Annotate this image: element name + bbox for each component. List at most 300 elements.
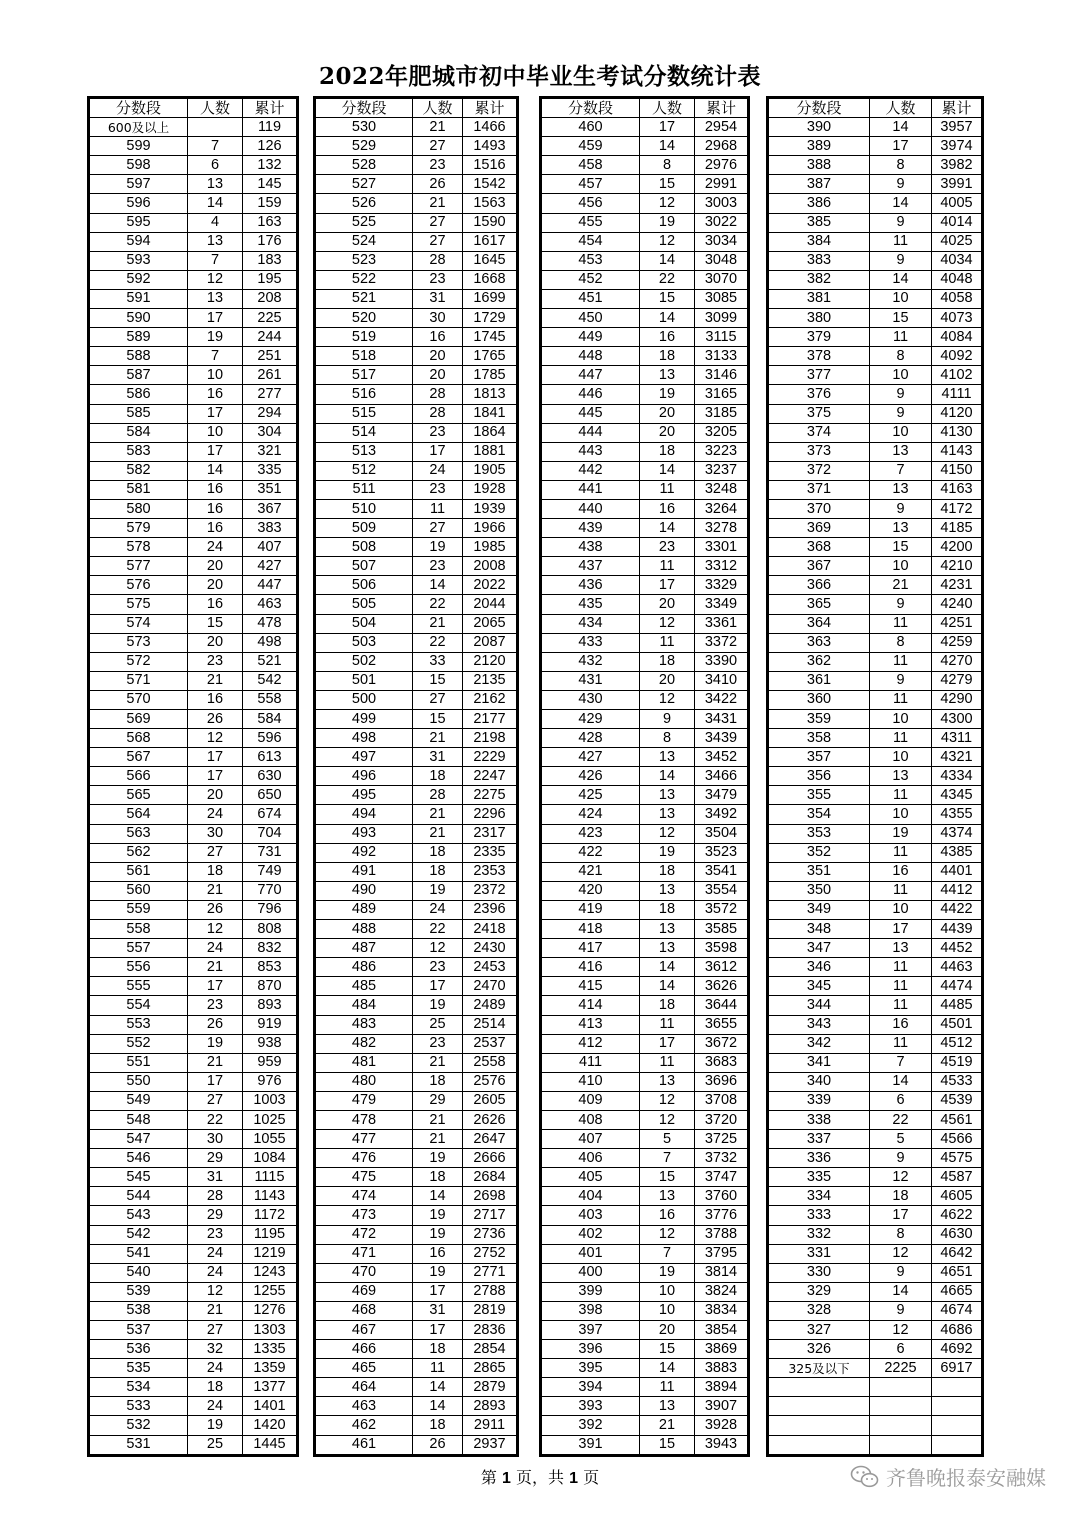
count-cell: 18 — [640, 996, 695, 1015]
score-range-cell: 412 — [541, 1034, 640, 1053]
table-row — [315, 366, 518, 385]
cumulative-cell: 1143 — [243, 1187, 298, 1206]
score-range-cell: 493 — [315, 824, 413, 843]
score-range-cell: 508 — [315, 538, 413, 557]
count-cell: 18 — [413, 1340, 463, 1359]
count-cell: 17 — [413, 1321, 463, 1340]
score-range-cell: 342 — [768, 1034, 870, 1053]
count-cell: 11 — [870, 996, 932, 1015]
table-row — [315, 977, 518, 996]
table-row — [89, 881, 298, 900]
count-cell: 11 — [870, 881, 932, 900]
cumulative-cell: 1699 — [463, 289, 518, 308]
score-range-cell: 430 — [541, 690, 640, 709]
cumulative-cell: 3301 — [695, 538, 749, 557]
cumulative-cell: 176 — [243, 232, 298, 251]
score-range-cell: 351 — [768, 862, 870, 881]
score-range-cell: 563 — [89, 824, 188, 843]
cumulative-cell: 4642 — [932, 1244, 983, 1263]
table-row — [541, 710, 749, 729]
count-cell: 21 — [413, 729, 463, 748]
score-range-cell: 482 — [315, 1034, 413, 1053]
cumulative-cell: 3708 — [695, 1091, 749, 1110]
count-cell: 17 — [640, 1034, 695, 1053]
cumulative-cell: 2514 — [463, 1015, 518, 1034]
cumulative-cell: 2717 — [463, 1206, 518, 1225]
table-row — [315, 805, 518, 824]
count-cell: 18 — [413, 1416, 463, 1435]
cumulative-cell: 4374 — [932, 824, 983, 843]
score-range-cell: 443 — [541, 442, 640, 461]
table-row — [89, 1091, 298, 1110]
score-range-cell: 494 — [315, 805, 413, 824]
count-cell: 10 — [870, 710, 932, 729]
cumulative-cell: 2296 — [463, 805, 518, 824]
score-range-cell: 346 — [768, 958, 870, 977]
table-row — [315, 289, 518, 308]
table-row — [89, 175, 298, 194]
cumulative-cell: 3439 — [695, 729, 749, 748]
table-row — [768, 289, 983, 308]
table-row — [541, 920, 749, 939]
cumulative-cell: 1745 — [463, 328, 518, 347]
cumulative-cell: 4300 — [932, 710, 983, 729]
count-cell: 23 — [413, 1034, 463, 1053]
score-range-cell: 581 — [89, 480, 188, 499]
cumulative-cell: 2911 — [463, 1416, 518, 1435]
cumulative-cell: 3982 — [932, 156, 983, 175]
count-cell: 23 — [413, 958, 463, 977]
cumulative-cell: 3390 — [695, 652, 749, 671]
score-range-cell: 431 — [541, 671, 640, 690]
table-row — [315, 1053, 518, 1072]
cumulative-cell: 542 — [243, 671, 298, 690]
score-range-cell: 442 — [541, 461, 640, 480]
cumulative-cell: 3034 — [695, 232, 749, 251]
cumulative-cell: 195 — [243, 270, 298, 289]
score-range-cell: 475 — [315, 1168, 413, 1187]
count-cell: 20 — [188, 786, 243, 805]
count-cell: 27 — [413, 213, 463, 232]
table-row — [541, 538, 749, 557]
cumulative-cell: 2430 — [463, 939, 518, 958]
count-cell: 16 — [188, 385, 243, 404]
cumulative-cell: 1255 — [243, 1282, 298, 1301]
table-row — [89, 328, 298, 347]
count-cell: 24 — [188, 538, 243, 557]
cumulative-cell: 3907 — [695, 1397, 749, 1416]
table-row — [89, 900, 298, 919]
cumulative-cell: 3248 — [695, 480, 749, 499]
table-row — [541, 633, 749, 652]
table-row — [315, 1378, 518, 1397]
cumulative-cell: 225 — [243, 309, 298, 328]
table-row — [541, 900, 749, 919]
score-range-cell: 389 — [768, 137, 870, 156]
score-range-cell: 438 — [541, 538, 640, 557]
score-range-cell: 515 — [315, 404, 413, 423]
table-header-row — [315, 98, 518, 118]
count-cell: 24 — [188, 1397, 243, 1416]
cumulative-cell: 2879 — [463, 1378, 518, 1397]
cumulative-cell: 3974 — [932, 137, 983, 156]
cumulative-cell: 3349 — [695, 595, 749, 614]
table-row — [768, 1435, 983, 1455]
cumulative-cell: 1359 — [243, 1359, 298, 1378]
score-range-cell: 568 — [89, 729, 188, 748]
score-range-cell: 489 — [315, 900, 413, 919]
count-cell: 20 — [640, 671, 695, 690]
cumulative-cell: 1939 — [463, 499, 518, 518]
count-cell: 10 — [870, 366, 932, 385]
table-row — [315, 748, 518, 767]
cumulative-cell: 3655 — [695, 1015, 749, 1034]
cumulative-cell: 4533 — [932, 1072, 983, 1091]
score-range-cell: 401 — [541, 1244, 640, 1263]
score-range-cell: 570 — [89, 690, 188, 709]
count-cell: 32 — [188, 1340, 243, 1359]
score-range-cell: 586 — [89, 385, 188, 404]
cumulative-cell: 2418 — [463, 920, 518, 939]
count-cell: 14 — [413, 1378, 463, 1397]
score-range-cell: 505 — [315, 595, 413, 614]
cumulative-cell: 4355 — [932, 805, 983, 824]
cumulative-cell: 3146 — [695, 366, 749, 385]
count-cell: 23 — [413, 557, 463, 576]
score-range-cell: 473 — [315, 1206, 413, 1225]
table-row — [541, 480, 749, 499]
count-cell: 9 — [870, 1149, 932, 1168]
score-range-cell: 354 — [768, 805, 870, 824]
count-cell: 11 — [640, 633, 695, 652]
cumulative-cell: 4111 — [932, 385, 983, 404]
count-cell: 11 — [640, 1378, 695, 1397]
score-range-cell: 353 — [768, 824, 870, 843]
cumulative-cell: 3237 — [695, 461, 749, 480]
cumulative-cell: 335 — [243, 461, 298, 480]
cumulative-cell: 4102 — [932, 366, 983, 385]
table-row — [315, 480, 518, 499]
count-cell — [870, 1397, 932, 1416]
cumulative-cell: 163 — [243, 213, 298, 232]
cumulative-cell: 4630 — [932, 1225, 983, 1244]
score-range-cell: 453 — [541, 251, 640, 270]
count-cell: 23 — [413, 270, 463, 289]
cumulative-cell: 3479 — [695, 786, 749, 805]
score-range-cell: 333 — [768, 1206, 870, 1225]
table-row — [315, 920, 518, 939]
table-row — [768, 1225, 983, 1244]
score-range-cell: 514 — [315, 423, 413, 442]
table-row — [315, 690, 518, 709]
score-range-cell: 407 — [541, 1130, 640, 1149]
table-row — [541, 404, 749, 423]
score-range-cell: 380 — [768, 309, 870, 328]
count-cell: 21 — [188, 1053, 243, 1072]
cumulative-cell: 1115 — [243, 1168, 298, 1187]
cumulative-cell: 4439 — [932, 920, 983, 939]
cumulative-cell: 4185 — [932, 519, 983, 538]
count-cell: 14 — [640, 1359, 695, 1378]
score-range-cell: 356 — [768, 767, 870, 786]
cumulative-cell: 3431 — [695, 710, 749, 729]
score-range-cell: 436 — [541, 576, 640, 595]
table-row — [541, 824, 749, 843]
score-range-cell: 387 — [768, 175, 870, 194]
count-cell: 17 — [870, 1206, 932, 1225]
score-range-cell: 394 — [541, 1378, 640, 1397]
score-range-cell: 385 — [768, 213, 870, 232]
cumulative-cell: 1195 — [243, 1225, 298, 1244]
count-cell: 16 — [188, 690, 243, 709]
score-range-cell: 550 — [89, 1072, 188, 1091]
count-cell: 13 — [870, 939, 932, 958]
table-row — [768, 671, 983, 690]
table-row — [315, 1110, 518, 1129]
count-cell: 19 — [413, 881, 463, 900]
table-row — [89, 690, 298, 709]
table-row — [541, 385, 749, 404]
table-row — [89, 538, 298, 557]
cumulative-cell: 3776 — [695, 1206, 749, 1225]
count-cell — [870, 1435, 932, 1455]
count-cell: 27 — [413, 137, 463, 156]
score-range-cell: 513 — [315, 442, 413, 461]
count-cell: 19 — [413, 1263, 463, 1282]
table-row — [541, 1321, 749, 1340]
table-row — [541, 996, 749, 1015]
table-row — [315, 958, 518, 977]
table-row — [315, 1168, 518, 1187]
count-cell: 11 — [870, 977, 932, 996]
cumulative-cell: 4073 — [932, 309, 983, 328]
count-cell: 8 — [870, 347, 932, 366]
table-row — [89, 499, 298, 518]
score-range-cell: 359 — [768, 710, 870, 729]
score-range-cell: 428 — [541, 729, 640, 748]
score-range-cell: 522 — [315, 270, 413, 289]
score-range-cell: 413 — [541, 1015, 640, 1034]
cumulative-cell: 3504 — [695, 824, 749, 843]
table-row — [315, 538, 518, 557]
score-range-cell: 596 — [89, 194, 188, 213]
score-range-cell: 534 — [89, 1378, 188, 1397]
cumulative-cell: 1645 — [463, 251, 518, 270]
score-range-cell: 486 — [315, 958, 413, 977]
cumulative-cell: 4150 — [932, 461, 983, 480]
score-range-cell: 419 — [541, 900, 640, 919]
table-row — [315, 1282, 518, 1301]
cumulative-cell: 4622 — [932, 1206, 983, 1225]
table-row — [89, 996, 298, 1015]
count-cell: 18 — [640, 442, 695, 461]
cumulative-cell: 704 — [243, 824, 298, 843]
score-range-cell: 525 — [315, 213, 413, 232]
score-range-cell: 507 — [315, 557, 413, 576]
cumulative-cell: 294 — [243, 404, 298, 423]
table-row — [768, 1187, 983, 1206]
cumulative-cell: 4058 — [932, 289, 983, 308]
count-cell: 7 — [188, 251, 243, 270]
cumulative-cell: 3760 — [695, 1187, 749, 1206]
score-range-cell: 578 — [89, 538, 188, 557]
cumulative-cell: 3672 — [695, 1034, 749, 1053]
table-row — [541, 1206, 749, 1225]
cumulative-cell: 3165 — [695, 385, 749, 404]
cumulative-cell: 427 — [243, 557, 298, 576]
cumulative-cell: 2698 — [463, 1187, 518, 1206]
count-cell: 11 — [870, 1034, 932, 1053]
cumulative-cell: 2626 — [463, 1110, 518, 1129]
cumulative-cell: 3626 — [695, 977, 749, 996]
score-range-cell: 361 — [768, 671, 870, 690]
table-row — [768, 1206, 983, 1225]
score-range-cell: 432 — [541, 652, 640, 671]
cumulative-cell: 2836 — [463, 1321, 518, 1340]
cumulative-cell: 4034 — [932, 251, 983, 270]
count-cell: 10 — [870, 423, 932, 442]
table-row — [89, 595, 298, 614]
table-row — [768, 213, 983, 232]
count-cell: 20 — [640, 423, 695, 442]
count-cell: 17 — [188, 442, 243, 461]
cumulative-cell: 2865 — [463, 1359, 518, 1378]
score-range-cell: 367 — [768, 557, 870, 576]
count-cell: 31 — [413, 1301, 463, 1320]
cumulative-cell: 4172 — [932, 499, 983, 518]
count-cell: 8 — [640, 156, 695, 175]
score-range-cell: 457 — [541, 175, 640, 194]
cumulative-cell: 1985 — [463, 538, 518, 557]
count-cell: 12 — [870, 1321, 932, 1340]
cumulative-cell: 1542 — [463, 175, 518, 194]
cumulative-cell: 808 — [243, 920, 298, 939]
table-row — [315, 213, 518, 232]
score-range-cell: 484 — [315, 996, 413, 1015]
cumulative-cell: 3957 — [932, 118, 983, 137]
table-row — [768, 805, 983, 824]
score-range-cell: 506 — [315, 576, 413, 595]
table-row — [768, 1130, 983, 1149]
count-cell: 21 — [188, 958, 243, 977]
score-range-cell: 470 — [315, 1263, 413, 1282]
table-row — [315, 194, 518, 213]
count-cell: 30 — [188, 824, 243, 843]
count-cell: 19 — [413, 1206, 463, 1225]
score-range-cell: 325及以下 — [768, 1359, 870, 1378]
cumulative-cell: 1864 — [463, 423, 518, 442]
table-row — [768, 786, 983, 805]
score-range-cell: 334 — [768, 1187, 870, 1206]
table-row — [89, 1416, 298, 1435]
score-table-4 — [766, 96, 984, 1457]
table-row — [89, 576, 298, 595]
cumulative-cell: 4334 — [932, 767, 983, 786]
count-cell: 28 — [413, 251, 463, 270]
score-range-cell: 390 — [768, 118, 870, 137]
count-cell: 22 — [413, 920, 463, 939]
score-range-cell: 414 — [541, 996, 640, 1015]
score-range-cell: 478 — [315, 1110, 413, 1129]
table-row — [315, 251, 518, 270]
page-title: 2022年肥城市初中毕业生考试分数统计表 — [318, 63, 761, 90]
count-cell: 20 — [188, 633, 243, 652]
cumulative-cell: 4130 — [932, 423, 983, 442]
count-cell: 33 — [413, 652, 463, 671]
cumulative-cell: 407 — [243, 538, 298, 557]
score-range-cell: 423 — [541, 824, 640, 843]
cumulative-cell: 2752 — [463, 1244, 518, 1263]
cumulative-cell: 3372 — [695, 633, 749, 652]
count-cell: 18 — [413, 843, 463, 862]
table-row — [315, 175, 518, 194]
score-range-cell: 528 — [315, 156, 413, 175]
table-row — [768, 1053, 983, 1072]
cumulative-cell: 3572 — [695, 900, 749, 919]
table-row — [89, 1225, 298, 1244]
table-row — [768, 1340, 983, 1359]
score-range-cell: 336 — [768, 1149, 870, 1168]
count-cell: 11 — [870, 614, 932, 633]
table-row — [315, 1034, 518, 1053]
score-range-cell: 330 — [768, 1263, 870, 1282]
table-row — [541, 767, 749, 786]
score-range-cell: 355 — [768, 786, 870, 805]
cumulative-cell: 2788 — [463, 1282, 518, 1301]
count-cell: 18 — [413, 1072, 463, 1091]
score-range-cell: 452 — [541, 270, 640, 289]
table-row — [541, 576, 749, 595]
column-header: 分数段 — [541, 98, 640, 118]
count-cell: 29 — [413, 1091, 463, 1110]
cumulative-cell: 183 — [243, 251, 298, 270]
count-cell: 27 — [188, 1321, 243, 1340]
score-range-cell: 451 — [541, 289, 640, 308]
score-range-cell: 481 — [315, 1053, 413, 1072]
count-cell: 16 — [870, 862, 932, 881]
count-cell: 31 — [188, 1168, 243, 1187]
count-cell: 8 — [870, 633, 932, 652]
score-range-cell: 526 — [315, 194, 413, 213]
score-range-cell: 502 — [315, 652, 413, 671]
count-cell: 24 — [188, 805, 243, 824]
count-cell: 15 — [413, 710, 463, 729]
cumulative-cell: 3492 — [695, 805, 749, 824]
count-cell: 19 — [870, 824, 932, 843]
watermark-text: 齐鲁晚报泰安融媒 — [886, 1466, 1046, 1490]
cumulative-cell: 1563 — [463, 194, 518, 213]
count-cell: 14 — [413, 1397, 463, 1416]
score-range-cell: 455 — [541, 213, 640, 232]
table-row — [89, 710, 298, 729]
score-range-cell: 344 — [768, 996, 870, 1015]
cumulative-cell: 3278 — [695, 519, 749, 538]
cumulative-cell: 4561 — [932, 1110, 983, 1129]
cumulative-cell: 4401 — [932, 862, 983, 881]
score-range-cell: 396 — [541, 1340, 640, 1359]
cumulative-cell: 3003 — [695, 194, 749, 213]
table-row — [768, 1282, 983, 1301]
score-range-cell: 498 — [315, 729, 413, 748]
table-row — [541, 1072, 749, 1091]
cumulative-cell: 4321 — [932, 748, 983, 767]
score-range-cell: 575 — [89, 595, 188, 614]
table-row — [315, 1225, 518, 1244]
table-row — [89, 251, 298, 270]
table-row — [768, 1034, 983, 1053]
score-range-cell: 551 — [89, 1053, 188, 1072]
table-row — [89, 1263, 298, 1282]
